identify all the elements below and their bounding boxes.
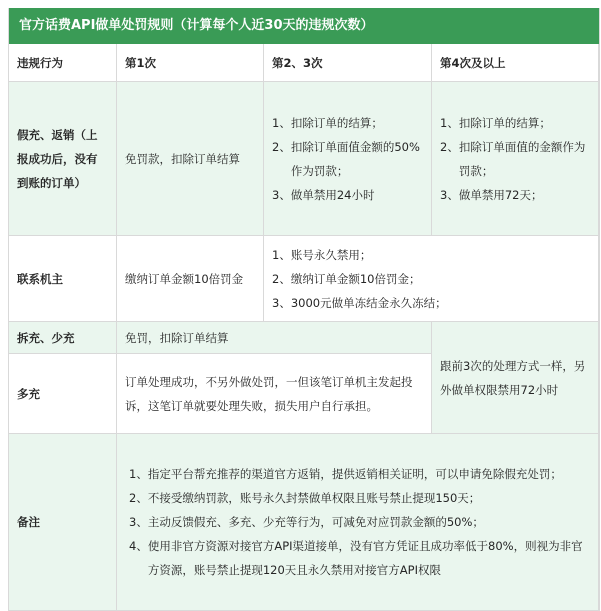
list-item: 2、 扣除订单面值金额的50%作为罚款；	[272, 139, 420, 178]
header-second-third	[264, 44, 432, 82]
header-fourth-plus-label: 第4次及以上	[440, 55, 506, 70]
row-fake-return-fourth-plus	[432, 82, 599, 236]
row-contact-owner-first: 缴纳订单金额10倍罚金	[117, 236, 264, 322]
shared-repeat-penalty-cell: 跟前3次的处理方式一样，另外做单权限禁用72小时	[432, 322, 599, 434]
list-item: 3、 做单禁用72天；	[440, 187, 543, 202]
list-item: 2、 缴纳订单金额10倍罚金；	[272, 271, 421, 286]
header-first	[117, 44, 264, 82]
list-item: 2、 不接受缴纳罚款，账号永久封禁做单权限且账号禁止提现150天；	[129, 491, 481, 505]
table-title: 官方话费API做单处罚规则（计算每个人近30天的违规次数）	[9, 8, 599, 44]
list-item: 1、 扣除订单的结算；	[272, 115, 383, 130]
row-fake-return-first: 免罚款，扣除订单结算	[117, 82, 264, 236]
header-violation-label: 违规行为	[17, 55, 63, 70]
row-split-less-label: 拆充、少充	[9, 322, 117, 354]
row-contact-owner-label: 联系机主	[9, 236, 117, 322]
list-item: 1、 指定平台帮充推荐的渠道官方返销，提供返销相关证明，可以申请免除假充处罚；	[129, 467, 562, 481]
row-split-less-first: 免罚，扣除订单结算	[117, 322, 432, 354]
list-item: 1、 账号永久禁用；	[272, 247, 372, 262]
header-fourth-plus	[432, 44, 599, 82]
row-notes-label: 备注	[9, 434, 117, 611]
row-fake-return-second-third	[264, 82, 432, 236]
rules-table	[8, 8, 600, 611]
header-violation	[9, 44, 117, 82]
row-over-charge-first: 订单处理成功，不另外做处罚，一但该笔订单机主发起投诉，这笔订单就要处理失败，损失用户自行承担。	[117, 354, 432, 434]
row-over-charge-label: 多充	[9, 354, 117, 434]
list-item: 3、 做单禁用24小时	[272, 187, 375, 202]
header-first-label: 第1次	[125, 55, 157, 70]
list-item: 1、 扣除订单的结算；	[440, 115, 551, 130]
row-fake-return-label: 假充、返销（上报成功后，没有到账的订单）	[9, 82, 117, 236]
row-notes-content	[117, 434, 599, 611]
list-item: 3、 主动反馈假充、多充、少充等行为，可减免对应罚款金额的50%；	[129, 515, 484, 529]
list-item: 2、 扣除订单面值的金额作为罚款；	[440, 139, 586, 178]
list-item: 3、 3000元做单冻结金永久冻结；	[272, 295, 447, 310]
row-contact-owner-rest	[264, 236, 599, 322]
header-second-third-label: 第2、3次	[272, 55, 323, 70]
list-item: 4、 使用非官方资源对接官方API渠道接单，没有官方凭证且成功率低于80%，则视为非官方资源，账号禁止提现120天且永久禁用对接官方API权限	[129, 539, 583, 577]
